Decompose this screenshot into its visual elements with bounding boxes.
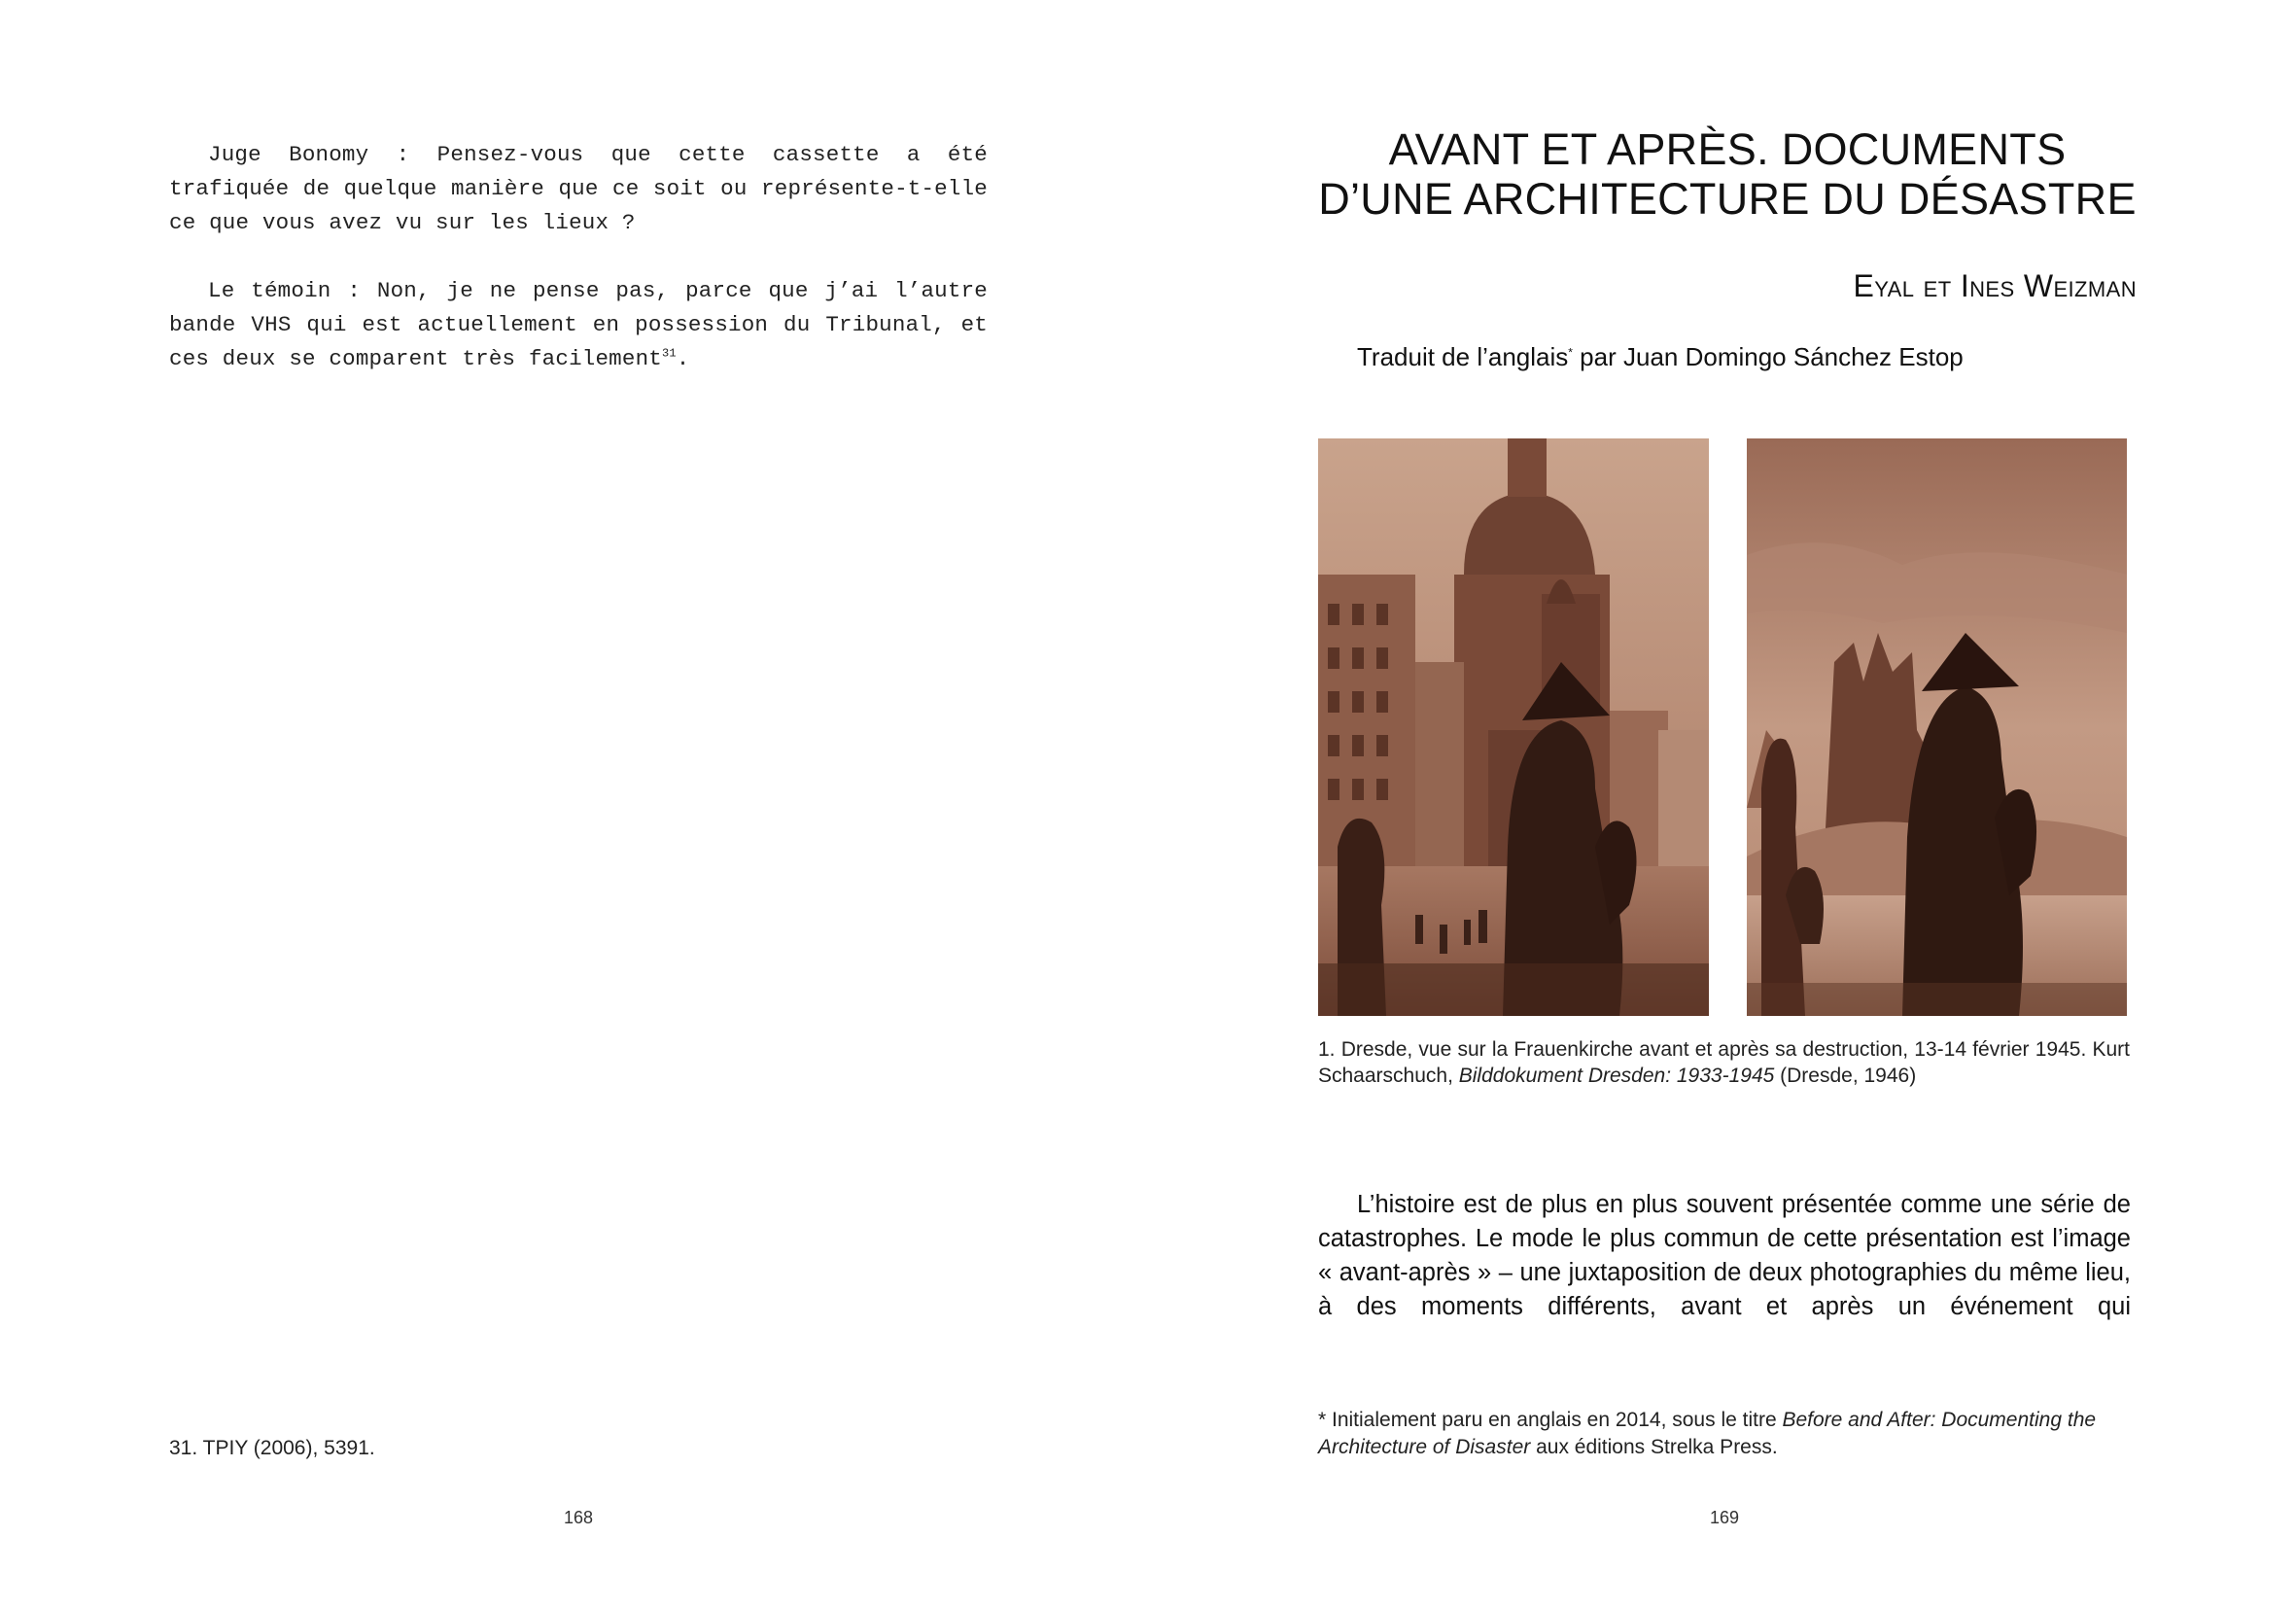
testimony-paragraph-judge: Juge Bonomy : Pensez-vous que cette cassette a été trafiquée de quelque manière que ce soit ou représente-t-elle ce que vous avez vu sur les lieux ? — [169, 142, 988, 235]
chapter-title: AVANT ET APRÈS. DOCUMENTS D’UNE ARCHITECTURE DU DÉSASTRE — [1318, 124, 2137, 224]
page-number-left: 168 — [563, 1508, 594, 1527]
translator-credit — [1357, 342, 2135, 372]
body-paragraph: L’histoire est de plus en plus souvent présentée comme une série de catastrophes. Le mode le plus commun de cette présentation est l’image « avant-après » – une juxtaposition de deux photographies du même lieu, à des moments différents, avant et après un événement qui — [1318, 1191, 2131, 1320]
figure-caption — [1318, 1036, 2130, 1089]
dresden-frauenkirche-before-photo — [1318, 438, 1709, 1016]
chapter-authors: Eyal et Ines Weizman — [1853, 268, 2137, 303]
footnote-translation-note — [1318, 1407, 2131, 1461]
footnote-original-title: Before and After: Documenting the Architecture of Disaster — [1318, 1409, 2097, 1458]
caption-lead: 1. Dresde, vue sur la Frauenkirche avant et après sa destruction, 13-14 février 1945. Kurt Schaarschuch, — [1318, 1038, 2130, 1087]
translator-name: par Juan Domingo Sánchez Estop — [1572, 342, 1964, 371]
translator-prefix: Traduit de l’anglais — [1357, 342, 1569, 371]
page-number-right: 169 — [1709, 1508, 1740, 1527]
caption-tail: (Dresde, 1946) — [1774, 1065, 1917, 1087]
translator-footnote-marker[interactable]: * — [1568, 345, 1573, 360]
footnote-note-tail: aux éditions Strelka Press. — [1530, 1436, 1778, 1458]
footnote-note-lead: * Initialement paru en anglais en 2014, sous le titre — [1318, 1409, 1783, 1431]
dresden-frauenkirche-after-photo — [1747, 438, 2127, 1016]
footnote-31: 31. TPIY (2006), 5391. — [169, 1437, 375, 1459]
caption-source-title: Bilddokument Dresden: 1933-1945 — [1458, 1065, 1775, 1087]
witness-text-tail: . — [676, 346, 690, 371]
witness-text: Le témoin : Non, je ne pense pas, parce que j’ai l’autre bande VHS qui est actuellement en possession du Tribunal, et ces deux se comparent très facilement — [169, 278, 988, 371]
footnote-ref-31[interactable]: 31 — [661, 346, 677, 361]
